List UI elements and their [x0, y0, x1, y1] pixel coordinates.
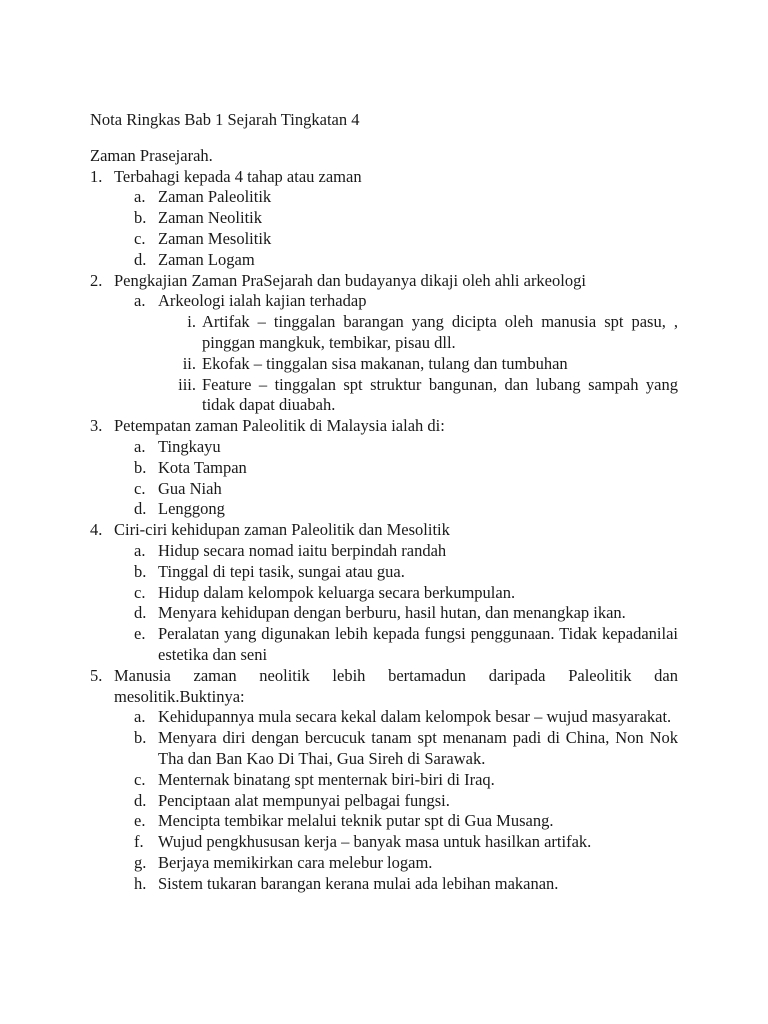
list-marker: iii.	[178, 374, 196, 394]
list-text: Ciri-ciri kehidupan zaman Paleolitik dan Mesolitik	[114, 520, 450, 540]
sub-list-item	[90, 291, 678, 416]
list-marker: a.	[134, 707, 146, 727]
list-text: Tingkayu	[158, 436, 221, 456]
list-marker: 2.	[90, 270, 103, 290]
list-text: Menternak binatang spt menternak biri-biri di Iraq.	[158, 769, 495, 789]
list-text: Peralatan yang digunakan lebih kepada fungsi penggunaan. Tidak kepadanilai estetika dan seni	[158, 624, 678, 664]
list-item	[90, 271, 678, 417]
list-marker: ii.	[182, 353, 196, 373]
list-marker: g.	[134, 852, 147, 872]
list-text: Wujud pengkhususan kerja – banyak masa untuk hasilkan artifak.	[158, 832, 592, 852]
list-text: Manusia zaman neolitik lebih bertamadun daripada Paleolitik dan mesolitik.Buktinya:	[114, 665, 678, 706]
sub-list-item	[90, 479, 678, 500]
sub-list-item	[90, 541, 678, 562]
list-marker: a.	[134, 540, 146, 560]
list-marker: e.	[134, 811, 146, 831]
list-text: Petempatan zaman Paleolitik di Malaysia ialah di:	[114, 416, 445, 436]
sub-list-item	[90, 437, 678, 458]
sub-list-item	[90, 250, 678, 271]
list-marker: h.	[134, 873, 147, 893]
document-title: Nota Ringkas Bab 1 Sejarah Tingkatan 4	[90, 110, 360, 129]
list-marker: b.	[134, 208, 147, 228]
list-item	[90, 167, 678, 271]
sub-list-item	[90, 603, 678, 624]
list-text: Hidup secara nomad iaitu berpindah randah	[158, 540, 447, 560]
list-text: Hidup dalam kelompok keluarga secara berkumpulan.	[158, 582, 516, 602]
list-text: Lenggong	[158, 499, 225, 519]
list-text: Zaman Paleolitik	[158, 187, 272, 207]
list-marker: c.	[134, 582, 146, 602]
sub-list-item	[90, 229, 678, 250]
sub-list-item	[90, 728, 678, 770]
list-marker: d.	[134, 790, 147, 810]
list-marker: f.	[134, 832, 144, 852]
list-text: Kehidupannya mula secara kekal dalam kelompok besar – wujud masyarakat.	[158, 707, 672, 727]
sub-list	[90, 541, 678, 666]
sub-list-item	[90, 583, 678, 604]
list-item	[90, 416, 678, 520]
list-marker: a.	[134, 436, 146, 456]
sub-list-item	[90, 208, 678, 229]
list-text: Sistem tukaran barangan kerana mulai ada lebihan makanan.	[158, 873, 559, 893]
list-text: Zaman Neolitik	[158, 208, 263, 228]
sub-list	[90, 291, 678, 416]
list-marker: b.	[134, 728, 147, 748]
list-marker: c.	[134, 228, 146, 248]
sub-list-item	[90, 874, 678, 895]
list-text: Feature – tinggalan spt struktur bangunan, dan lubang sampah yang tidak dapat diuabah.	[202, 374, 678, 415]
list-text: Mencipta tembikar melalui teknik putar spt di Gua Musang.	[158, 811, 554, 831]
sub-list	[90, 437, 678, 520]
section-heading: Zaman Prasejarah.	[90, 145, 213, 165]
list-marker: 3.	[90, 416, 103, 436]
list-text: Berjaya memikirkan cara melebur logam.	[158, 852, 433, 872]
list-text: Tinggal di tepi tasik, sungai atau gua.	[158, 561, 405, 581]
list-marker: b.	[134, 457, 147, 477]
document-content	[90, 110, 678, 894]
list-marker: e.	[134, 624, 146, 644]
sub-list-item	[90, 458, 678, 479]
list-text: Zaman Logam	[158, 249, 255, 269]
sub-sub-list-item	[90, 375, 678, 417]
sub-list-item	[90, 853, 678, 874]
main-list	[90, 167, 678, 895]
list-text: Arkeologi ialah kajian terhadap	[158, 291, 367, 311]
sub-list	[158, 312, 678, 416]
sub-list-item	[90, 499, 678, 520]
list-text: Kota Tampan	[158, 457, 247, 477]
list-marker: a.	[134, 291, 146, 311]
list-marker: c.	[134, 478, 146, 498]
list-marker: 1.	[90, 166, 103, 186]
sub-list	[90, 707, 678, 894]
sub-list-item	[90, 624, 678, 666]
list-marker: d.	[134, 499, 147, 519]
list-text: Ekofak – tinggalan sisa makanan, tulang dan tumbuhan	[202, 353, 568, 373]
sub-list-item	[90, 770, 678, 791]
list-marker: d.	[134, 603, 147, 623]
list-marker: i.	[187, 312, 196, 332]
sub-list	[90, 187, 678, 270]
list-text: Menyara diri dengan bercucuk tanam spt menanam padi di China, Non Nok Tha dan Ban Kao Di Thai, Gua Sireh di Sarawak.	[158, 728, 678, 768]
list-marker: a.	[134, 187, 146, 207]
sub-sub-list-item	[90, 354, 678, 375]
sub-list-item	[90, 187, 678, 208]
list-text: Pengkajian Zaman PraSejarah dan budayanya dikaji oleh ahli arkeologi	[114, 270, 586, 290]
list-marker: c.	[134, 769, 146, 789]
list-text: Artifak – tinggalan barangan yang dicipta oleh manusia spt pasu, , pinggan mangkuk, tembikar, pisau dll.	[202, 312, 678, 352]
list-text: Zaman Mesolitik	[158, 228, 272, 248]
list-text: Menyara kehidupan dengan berburu, hasil hutan, dan menangkap ikan.	[158, 603, 626, 623]
list-item	[90, 520, 678, 666]
list-marker: 4.	[90, 520, 103, 540]
sub-list-item	[90, 791, 678, 812]
sub-list-item	[90, 832, 678, 853]
sub-sub-list-item	[90, 312, 678, 354]
list-text: Gua Niah	[158, 478, 222, 498]
list-item	[90, 666, 678, 895]
list-marker: d.	[134, 249, 147, 269]
sub-list-item	[90, 811, 678, 832]
list-text: Terbahagi kepada 4 tahap atau zaman	[114, 166, 362, 186]
list-marker: 5.	[90, 665, 103, 685]
sub-list-item	[90, 562, 678, 583]
list-marker: b.	[134, 561, 147, 581]
list-text: Penciptaan alat mempunyai pelbagai fungsi.	[158, 790, 450, 810]
sub-list-item	[90, 707, 678, 728]
